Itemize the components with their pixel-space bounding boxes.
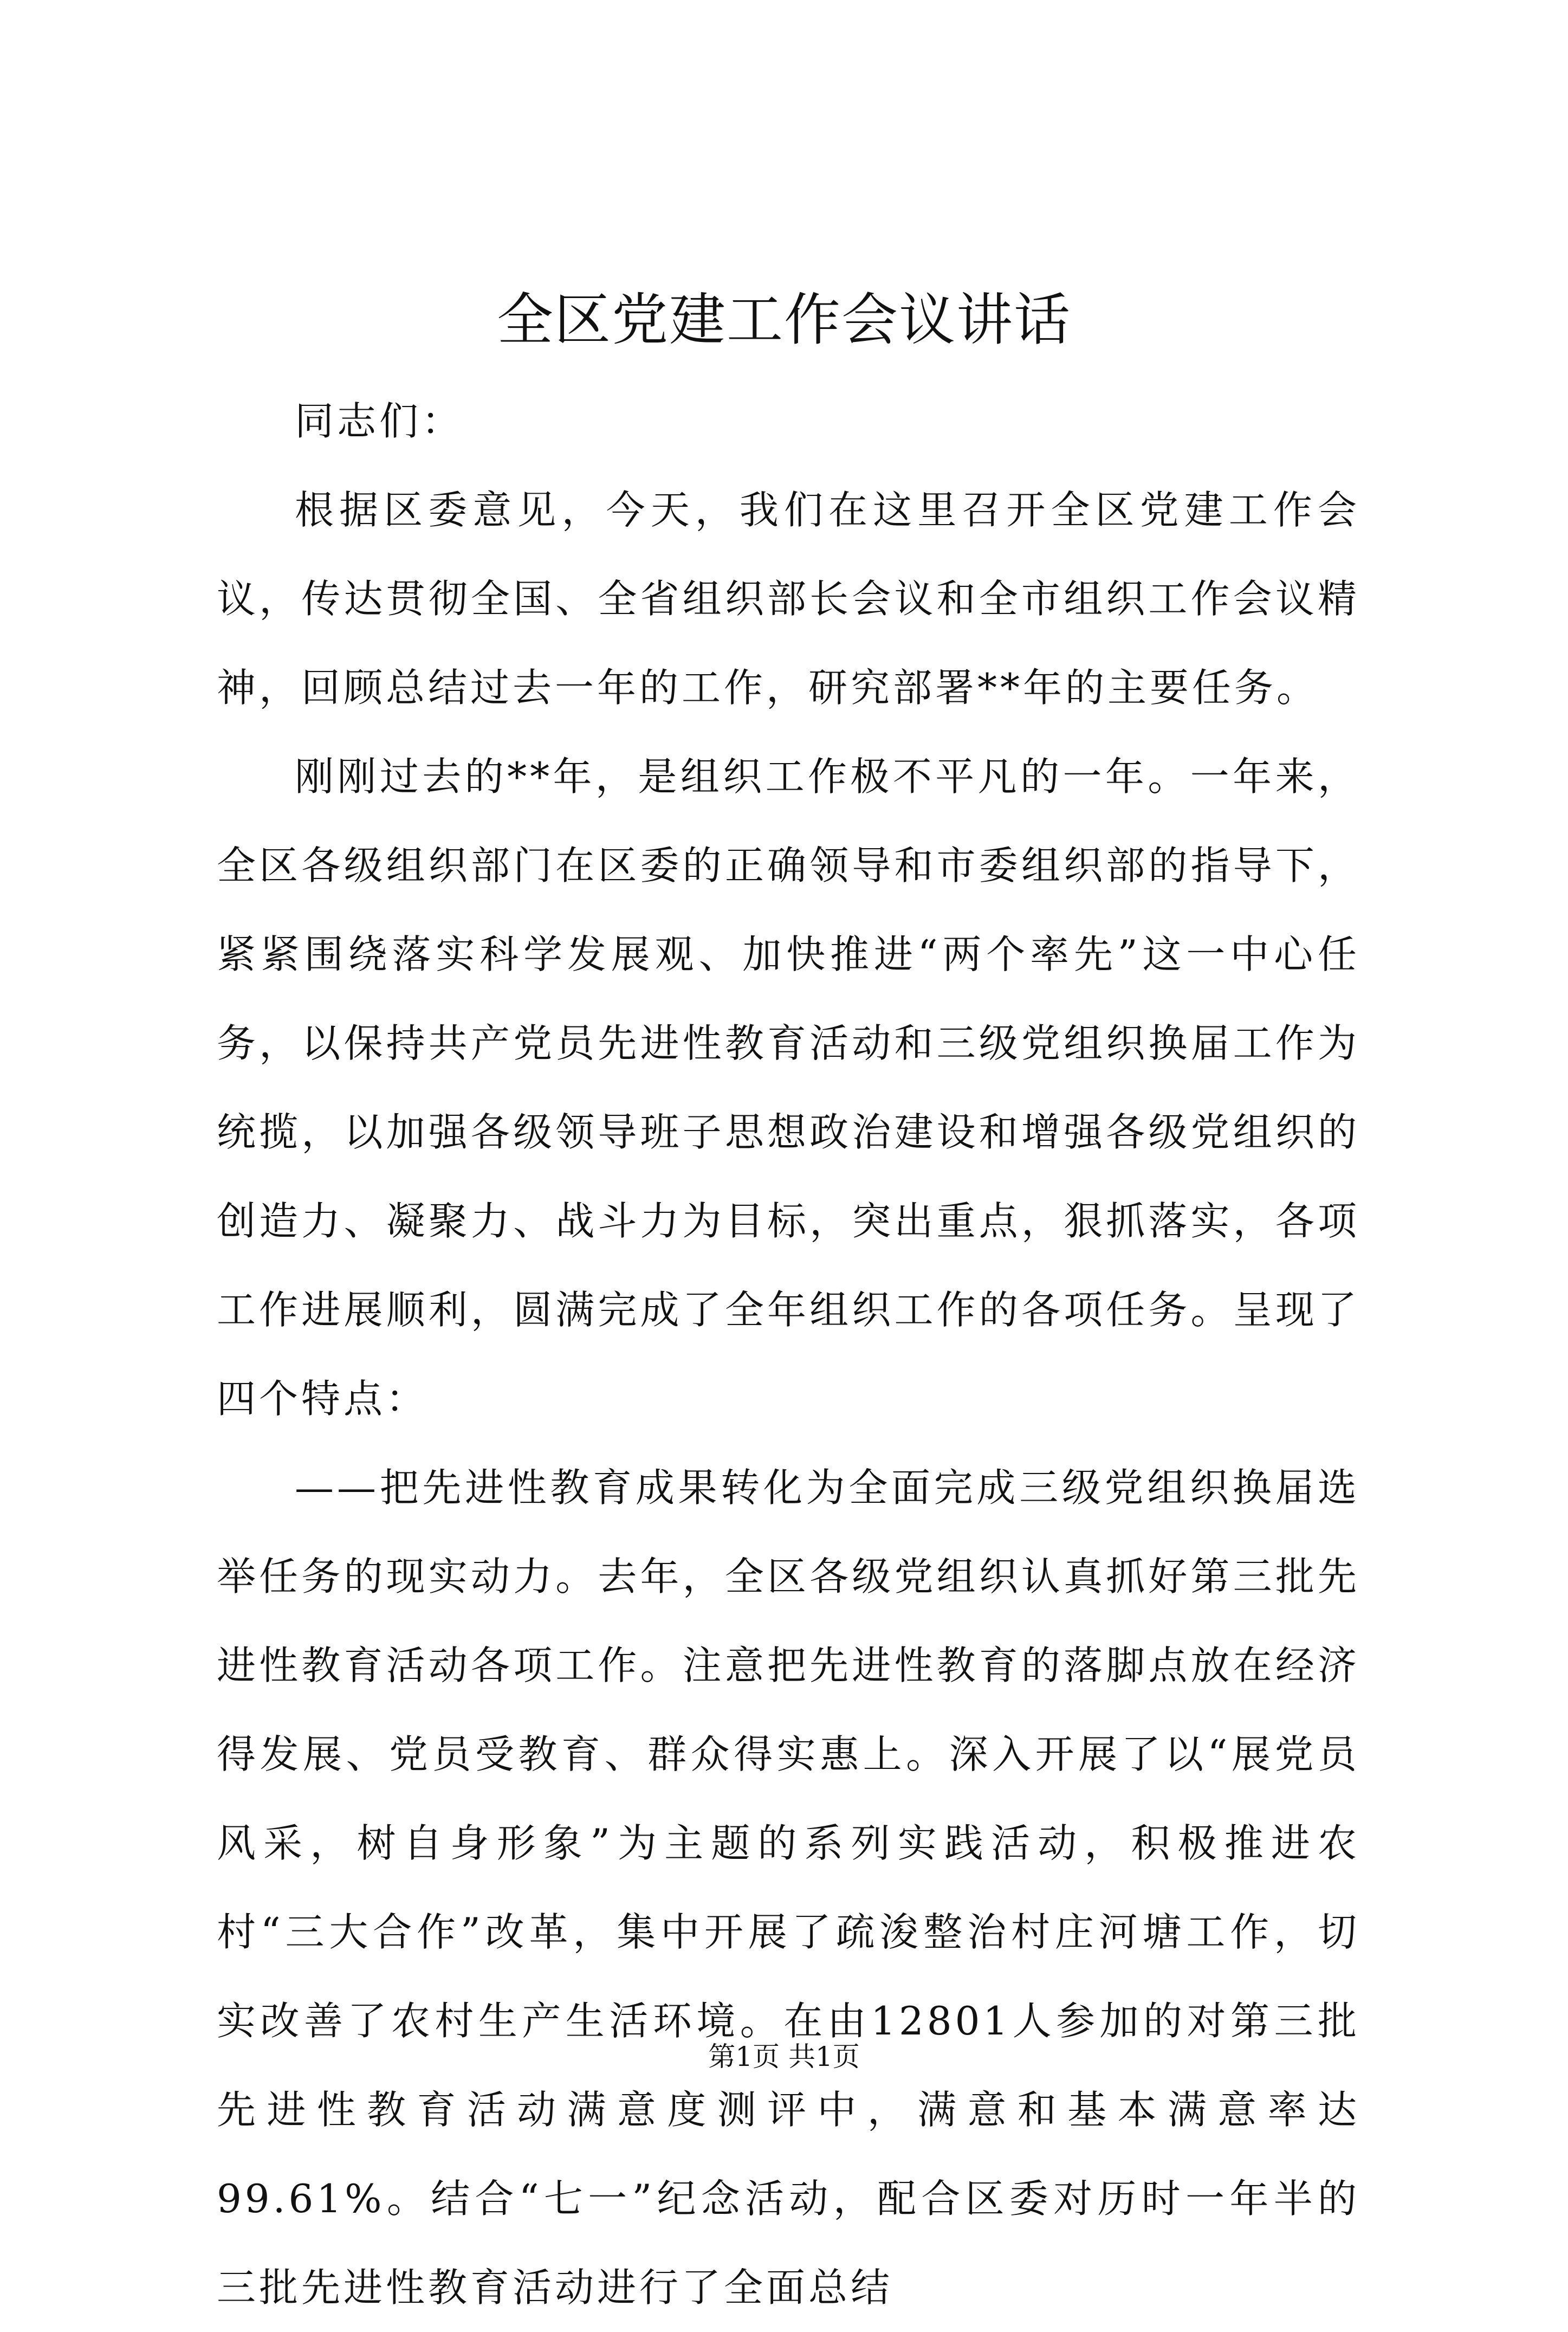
document-body bbox=[217, 377, 1360, 2332]
paragraph-salutation: 同志们： bbox=[295, 398, 464, 444]
paragraph-opening: 根据区委意见，今天，我们在这里召开全区党建工作会议，传达贯彻全国、全省组织部长会议和全市组织工作会议精神，回顾总结过去一年的工作，研究部署**年的主要任务。 bbox=[217, 487, 1360, 710]
paragraph-review: 刚刚过去的**年，是组织工作极不平凡的一年。一年来，全区各级组织部门在区委的正确领导和市委组织部的指导下，紧紧围绕落实科学发展观、加快推进“两个率先”这一中心任务，以保持共产党员先进性教育活动和三级党组织换届工作为统揽，以加强各级领导班子思想政治建设和增强各级党组织的创造力、凝聚力、战斗力为目标，突出重点，狠抓落实，各项工作进展顺利，圆满完成了全年组织工作的各项任务。呈现了四个特点： bbox=[217, 754, 1360, 1422]
page-footer: 第1页 共1页 bbox=[708, 2041, 860, 2072]
document-title: 全区党建工作会议讲话 bbox=[496, 287, 1071, 353]
paragraph-point-one: ——把先进性教育成果转化为全面完成三级党组织换届选举任务的现实动力。去年，全区各级党组织认真抓好第三批先进性教育活动各项工作。注意把先进性教育的落脚点放在经济得发展、党员受教育、群众得实惠上。深入开展了以“展党员风采，树自身形象”为主题的系列实践活动，积极推进农村“三大合作”改革，集中开展了疏浚整治村庄河塘工作，切实改善了农村生产生活环境。在由12801人参加的对第三批先进性教育活动满意度测评中，满意和基本满意率达99.61%。结合“七一”纪念活动，配合区委对历时一年半的三批先进性教育活动进行了全面总结 bbox=[217, 1465, 1360, 2310]
